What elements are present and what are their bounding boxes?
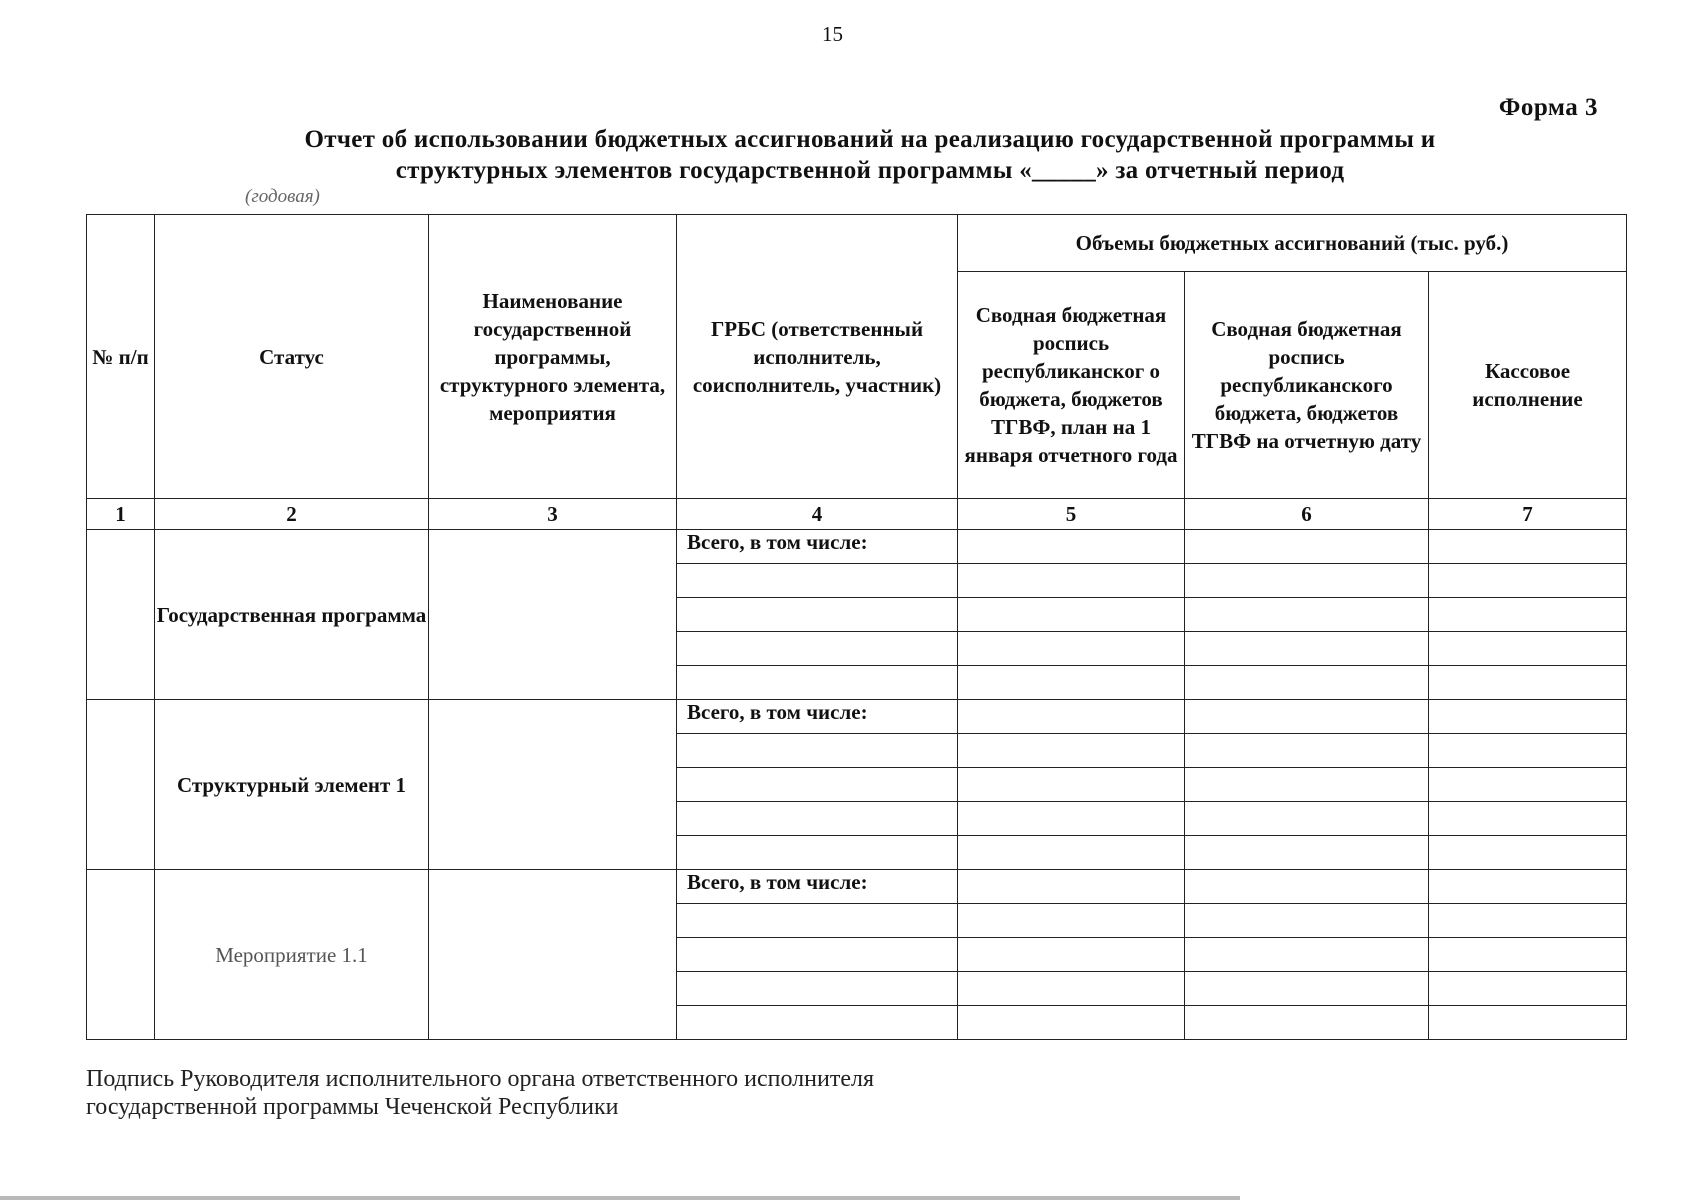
- signature-line-2: государственной программы Чеченской Республики: [86, 1094, 619, 1120]
- value-cell: [1429, 530, 1627, 564]
- grbs-cell: [677, 972, 958, 1006]
- value-cell: [1185, 700, 1429, 734]
- signature-line-1: Подпись Руководителя исполнительного органа ответственного исполнителя: [86, 1066, 875, 1092]
- value-cell: [1429, 632, 1627, 666]
- status-cell: Государственная программа: [155, 530, 429, 700]
- value-cell: [958, 666, 1185, 700]
- column-number: 1: [87, 499, 155, 530]
- value-cell: [1429, 802, 1627, 836]
- report-table: [86, 214, 1627, 1040]
- table-row: [87, 700, 1627, 734]
- value-cell: [1185, 802, 1429, 836]
- value-cell: [1185, 972, 1429, 1006]
- value-cell: [958, 938, 1185, 972]
- page-number: 15: [822, 22, 843, 46]
- header-num: № п/п: [87, 215, 155, 499]
- scan-edge-divider: [0, 1196, 1240, 1200]
- value-cell: [1185, 564, 1429, 598]
- name-cell: [429, 530, 677, 700]
- value-cell: [958, 734, 1185, 768]
- status-cell: Структурный элемент 1: [155, 700, 429, 870]
- header-col7: Кассовое исполнение: [1429, 272, 1627, 499]
- table-row: [87, 870, 1627, 904]
- report-title: [215, 124, 1525, 186]
- value-cell: [1185, 632, 1429, 666]
- grbs-cell: [677, 768, 958, 802]
- value-cell: [958, 836, 1185, 870]
- value-cell: [1429, 1006, 1627, 1040]
- value-cell: [1185, 870, 1429, 904]
- value-cell: [1429, 836, 1627, 870]
- name-cell: [429, 870, 677, 1040]
- value-cell: [958, 530, 1185, 564]
- grbs-cell: [677, 564, 958, 598]
- column-number: 3: [429, 499, 677, 530]
- value-cell: [1429, 904, 1627, 938]
- grbs-cell: [677, 666, 958, 700]
- value-cell: [1429, 564, 1627, 598]
- total-label: Всего, в том числе:: [677, 870, 958, 904]
- value-cell: [958, 870, 1185, 904]
- signature-caption: [86, 1065, 874, 1121]
- form-label: Форма 3: [1498, 94, 1598, 121]
- value-cell: [1185, 768, 1429, 802]
- period-note: (годовая): [245, 186, 320, 207]
- total-label: Всего, в том числе:: [677, 530, 958, 564]
- grbs-cell: [677, 1006, 958, 1040]
- grbs-cell: [677, 938, 958, 972]
- title-line-2: структурных элементов государственной программы «_____» за отчетный период: [395, 157, 1345, 184]
- value-cell: [1429, 972, 1627, 1006]
- header-grbs: ГРБС (ответственный исполнитель, соисполнитель, участник): [677, 215, 958, 499]
- value-cell: [1185, 598, 1429, 632]
- column-number: 6: [1185, 499, 1429, 530]
- value-cell: [1429, 666, 1627, 700]
- value-cell: [1429, 598, 1627, 632]
- value-cell: [958, 972, 1185, 1006]
- row-number-cell: [87, 530, 155, 700]
- value-cell: [1185, 666, 1429, 700]
- value-cell: [1185, 904, 1429, 938]
- header-col6: Сводная бюджетная роспись республиканского бюджета, бюджетов ТГВФ на отчетную дату: [1185, 272, 1429, 499]
- value-cell: [1185, 938, 1429, 972]
- grbs-cell: [677, 734, 958, 768]
- value-cell: [958, 632, 1185, 666]
- title-line-1: Отчет об использовании бюджетных ассигнований на реализацию государственной программы и: [304, 126, 1436, 153]
- value-cell: [1185, 734, 1429, 768]
- value-cell: [1185, 836, 1429, 870]
- header-status: Статус: [155, 215, 429, 499]
- value-cell: [958, 768, 1185, 802]
- value-cell: [1185, 1006, 1429, 1040]
- column-number: 4: [677, 499, 958, 530]
- header-col5: Сводная бюджетная роспись республиканског о бюджета, бюджетов ТГВФ, план на 1 января отчетного года: [958, 272, 1185, 499]
- value-cell: [958, 564, 1185, 598]
- header-volumes-group: Объемы бюджетных ассигнований (тыс. руб.): [958, 215, 1627, 272]
- name-cell: [429, 700, 677, 870]
- header-row-1: [87, 215, 1627, 272]
- row-number-cell: [87, 700, 155, 870]
- header-name: Наименование государственной программы, структурного элемента, мероприятия: [429, 215, 677, 499]
- grbs-cell: [677, 632, 958, 666]
- row-number-cell: [87, 870, 155, 1040]
- value-cell: [1429, 870, 1627, 904]
- value-cell: [958, 904, 1185, 938]
- value-cell: [958, 700, 1185, 734]
- column-number: 7: [1429, 499, 1627, 530]
- column-number: 5: [958, 499, 1185, 530]
- value-cell: [1185, 530, 1429, 564]
- total-label: Всего, в том числе:: [677, 700, 958, 734]
- value-cell: [1429, 700, 1627, 734]
- value-cell: [1429, 734, 1627, 768]
- value-cell: [958, 598, 1185, 632]
- column-number: 2: [155, 499, 429, 530]
- grbs-cell: [677, 904, 958, 938]
- column-numbers-row: [87, 499, 1627, 530]
- value-cell: [958, 802, 1185, 836]
- table-row: [87, 530, 1627, 564]
- grbs-cell: [677, 836, 958, 870]
- grbs-cell: [677, 802, 958, 836]
- value-cell: [1429, 768, 1627, 802]
- value-cell: [958, 1006, 1185, 1040]
- status-cell: Мероприятие 1.1: [155, 870, 429, 1040]
- grbs-cell: [677, 598, 958, 632]
- value-cell: [1429, 938, 1627, 972]
